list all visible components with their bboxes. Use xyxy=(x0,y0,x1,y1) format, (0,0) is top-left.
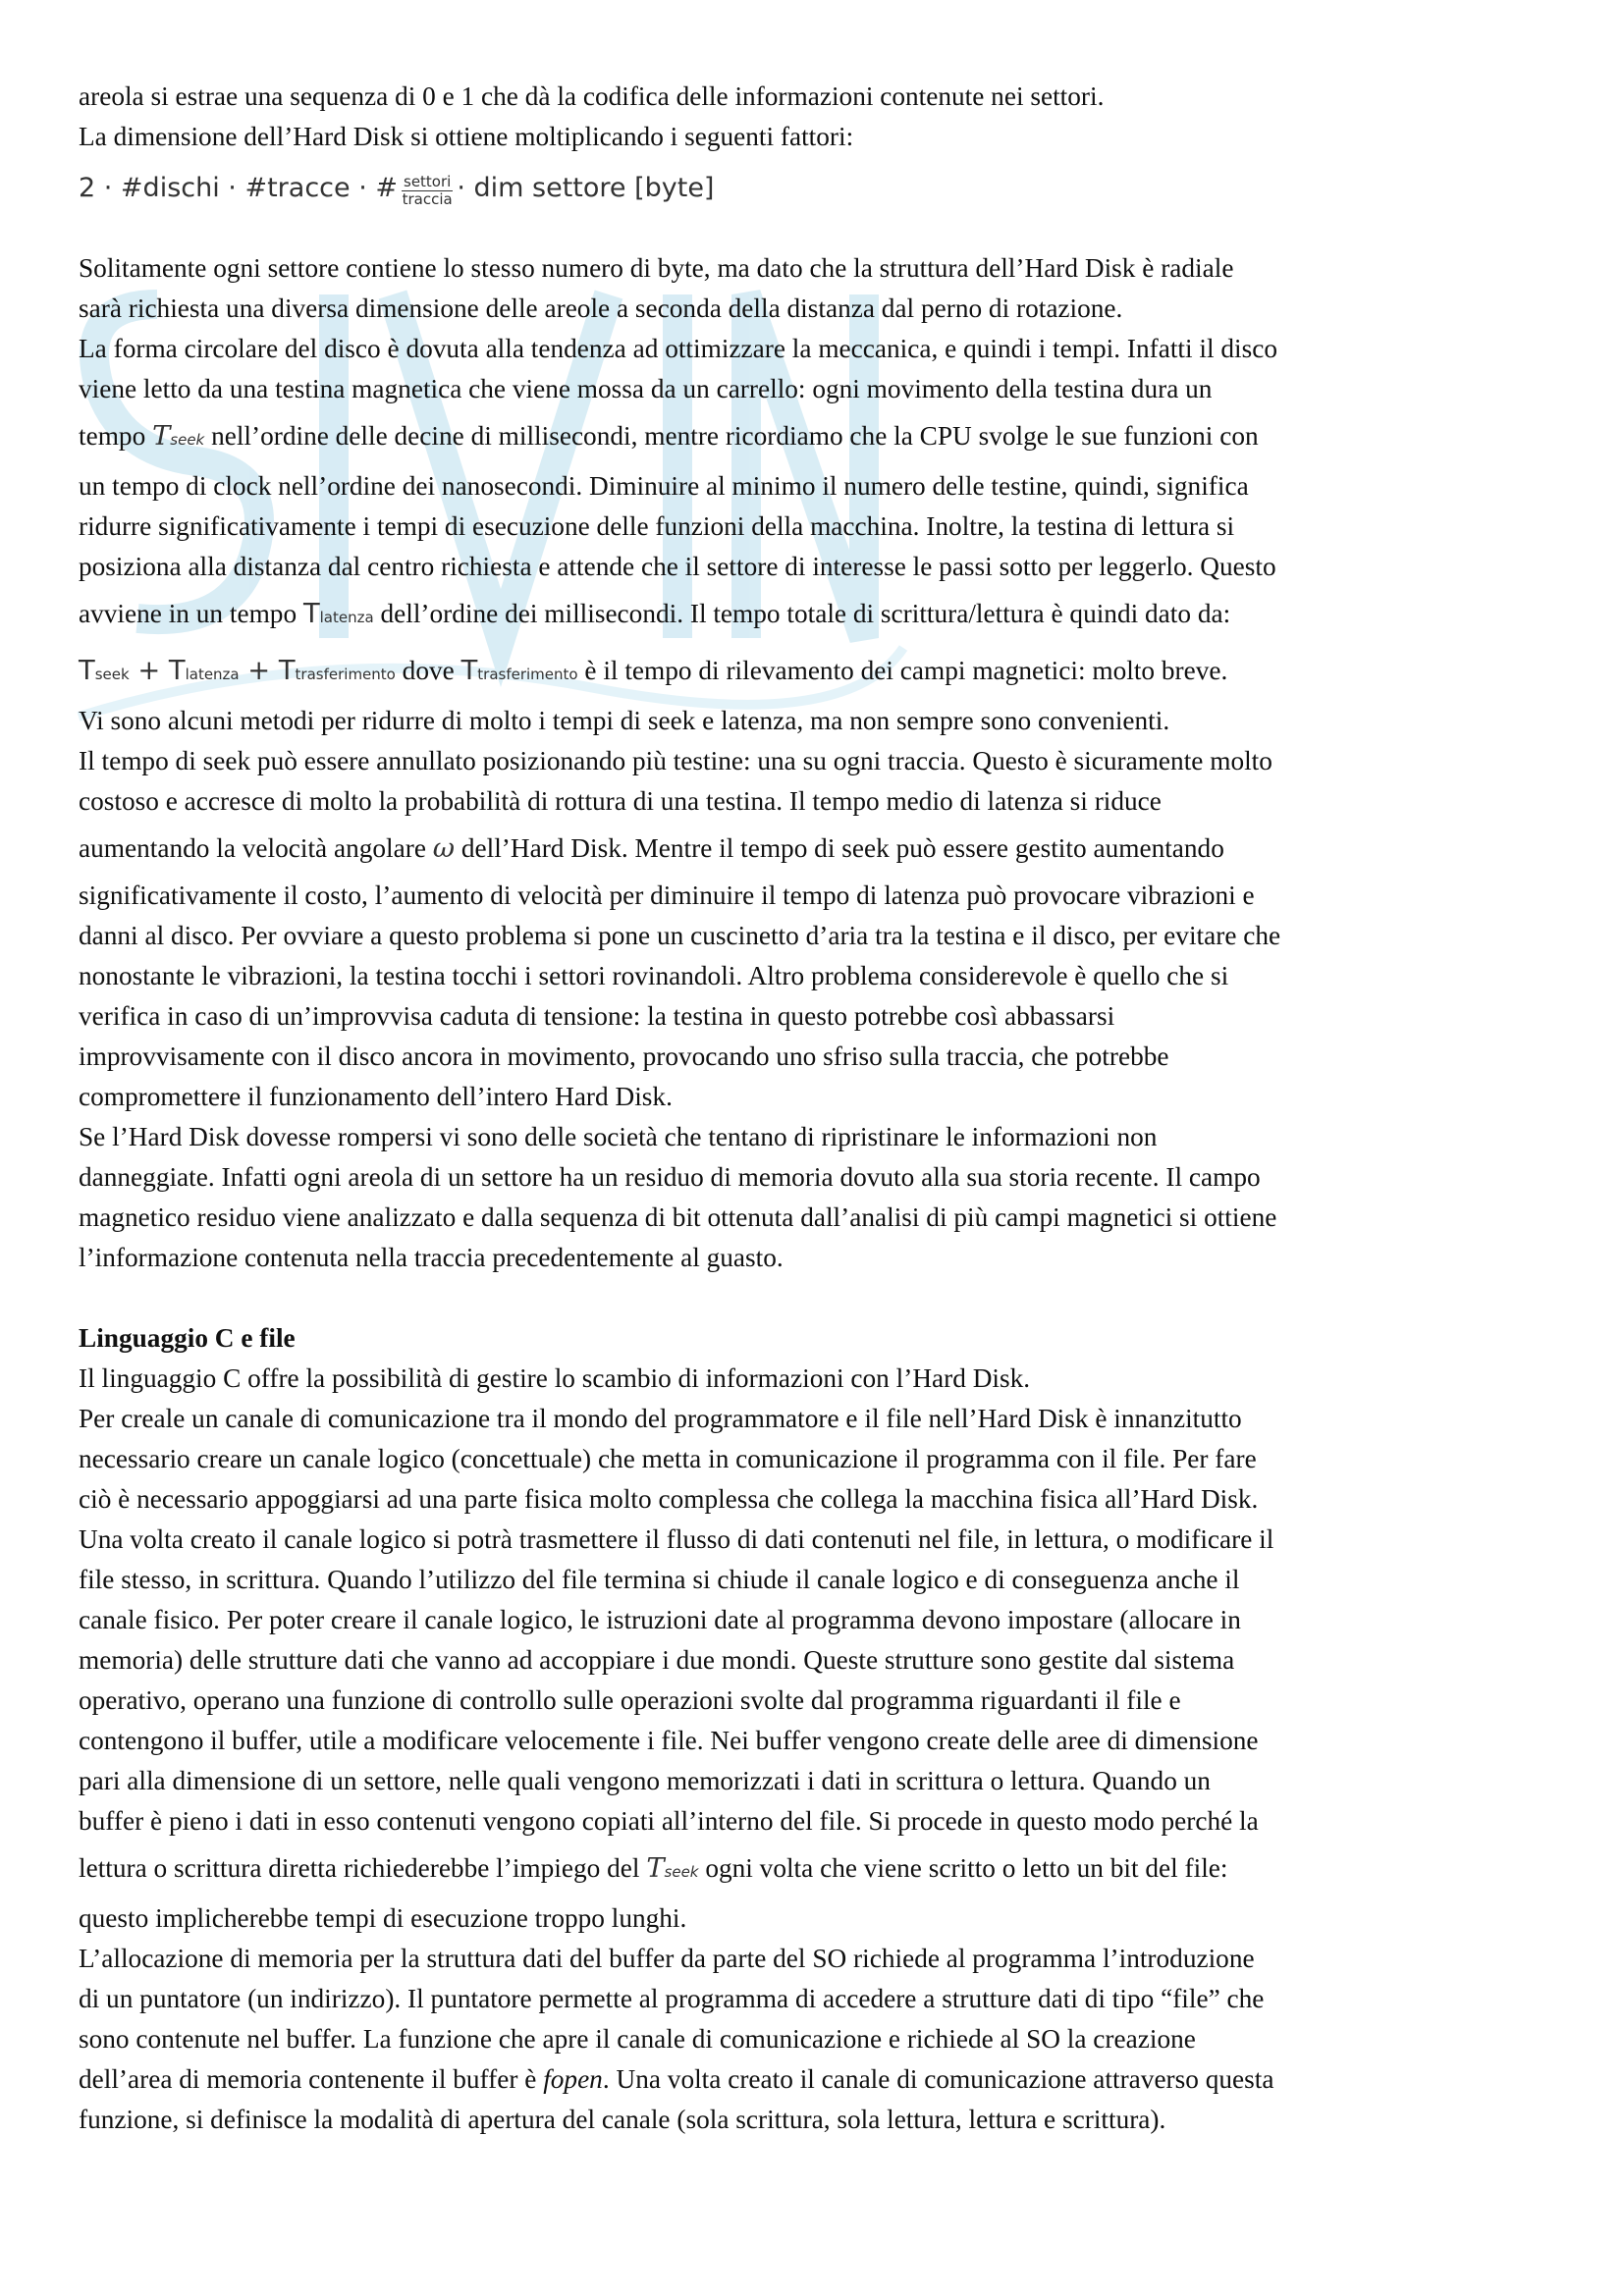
paragraph-line: significativamente il costo, l’aumento di velocità per diminuire il tempo di latenza può provocare vibrazioni e xyxy=(79,881,1255,910)
paragraph-line: improvvisamente con il disco ancora in movimento, provocando uno sfriso sulla traccia, che potrebbe xyxy=(79,1041,1169,1071)
fraction-denominator: traccia xyxy=(402,190,453,208)
paragraph-line-tseek: tempo Tseek nell’ordine delle decine di millisecondi, mentre ricordiamo che la CPU svolge le sue funzioni con xyxy=(79,421,1259,452)
paragraph-line: Il tempo di seek può essere annullato posizionando più testine: una su ogni traccia. Questo è sicuramente molto xyxy=(79,746,1272,775)
paragraph-line: Per creale un canale di comunicazione tra il mondo del programmatore e il file nell’Hard Disk è innanzitutto xyxy=(79,1404,1242,1433)
paragraph-line: Solitamente ogni settore contiene lo stesso numero di byte, ma dato che la struttura dell’Hard Disk è radiale xyxy=(79,253,1234,283)
paragraph-line: buffer è pieno i dati in esso contenuti vengono copiati all’interno del file. Si procede in questo modo perché la xyxy=(79,1806,1259,1836)
section-heading: Linguaggio C e file xyxy=(79,1323,296,1353)
paragraph-line: sono contenute nel buffer. La funzione che apre il canale di comunicazione e richiede al SO la creazione xyxy=(79,2024,1196,2054)
paragraph-line: file stesso, in scrittura. Quando l’utilizzo del file termina si chiude il canale logico e di conseguenza anche il xyxy=(79,1565,1240,1594)
paragraph-line-omega: aumentando la velocità angolare ω dell’Hard Disk. Mentre il tempo di seek può essere gestito aumentando xyxy=(79,833,1224,864)
paragraph-line: viene letto da una testina magnetica che viene mossa da un carrello: ogni movimento della testina dura un xyxy=(79,374,1213,403)
paragraph-line-fopen: dell’area di memoria contenente il buffer è fopen. Una volta creato il canale di comunicazione attraverso questa xyxy=(79,2064,1274,2094)
fraction-numerator: settori xyxy=(404,173,452,190)
paragraph-line: nonostante le vibrazioni, la testina tocchi i settori rovinandoli. Altro problema considerevole è quello che si xyxy=(79,961,1229,990)
fopen-function: fopen xyxy=(543,2064,603,2094)
spacer xyxy=(79,208,1551,248)
total-time-formula: Tseek + Tlatenza + Ttrasferimento xyxy=(79,656,396,686)
paragraph-line: operativo, operano una funzione di controllo sulle operazioni svolte dal programma riguardanti il file e xyxy=(79,1685,1181,1715)
paragraph-line: La dimensione dell’Hard Disk si ottiene moltiplicando i seguenti fattori: xyxy=(79,122,854,151)
paragraph-line: Se l’Hard Disk dovesse rompersi vi sono delle società che tentano di ripristinare le informazioni non xyxy=(79,1122,1158,1151)
paragraph-line: ciò è necessario appoggiarsi ad una parte fisica molto complessa che collega la macchina fisica all’Hard Disk. xyxy=(79,1484,1259,1514)
paragraph-line: l’informazione contenuta nella traccia precedentemente al guasto. xyxy=(79,1243,784,1272)
paragraph-line: posiziona alla distanza dal centro richiesta e attende che il settore di interesse le passi sotto per leggerlo. Questo xyxy=(79,552,1276,581)
paragraph-line: Il linguaggio C offre la possibilità di gestire lo scambio di informazioni con l’Hard Disk. xyxy=(79,1363,1031,1393)
paragraph-line: di un puntatore (un indirizzo). Il puntatore permette al programma di accedere a strutture dati di tipo “file” che xyxy=(79,1984,1265,2013)
paragraph-line: danni al disco. Per ovviare a questo problema si pone un cuscinetto d’aria tra la testina e il disco, per evitare che xyxy=(79,921,1281,950)
paragraph-line: danneggiate. Infatti ogni areola di un settore ha un residuo di memoria dovuto alla sua storia recente. Il campo xyxy=(79,1162,1261,1192)
paragraph-line: compromettere il funzionamento dell’intero Hard Disk. xyxy=(79,1082,673,1111)
paragraph-line-tseek-2: lettura o scrittura diretta richiederebbe l’impiego del Tseek ogni volta che viene scritto o letto un bit del file: xyxy=(79,1853,1228,1884)
paragraph-line: ridurre significativamente i tempi di esecuzione delle funzioni della macchina. Inoltre, la testina di lettura si xyxy=(79,511,1235,541)
paragraph-line: magnetico residuo viene analizzato e dalla sequenza di bit ottenuta dall’analisi di più campi magnetici si ottiene xyxy=(79,1202,1277,1232)
paragraph-line: necessario creare un canale logico (concettuale) che metta in comunicazione il programma con il file. Per fare xyxy=(79,1444,1257,1473)
paragraph-line: pari alla dimensione di un settore, nelle quali vengono memorizzati i dati in scrittura o lettura. Quando un xyxy=(79,1766,1211,1795)
paragraph-line-tlatenza: avviene in un tempo Tlatenza dell’ordine dei millisecondi. Il tempo totale di scrittura/lettura è quindi dato da: xyxy=(79,599,1231,629)
t-seek-symbol: Tseek xyxy=(646,1853,699,1884)
formula-start: 2 · #dischi · #tracce · # xyxy=(79,173,398,203)
paragraph-line: questo implicherebbe tempi di esecuzione troppo lunghi. xyxy=(79,1903,687,1933)
document-body xyxy=(79,77,1551,2140)
paragraph-line: funzione, si definisce la modalità di apertura del canale (sola scrittura, sola lettura, lettura e scrittura). xyxy=(79,2105,1166,2134)
disk-size-formula xyxy=(79,157,1551,208)
paragraph-line: canale fisico. Per poter creare il canale logico, le istruzioni date al programma devono impostare (allocare in xyxy=(79,1605,1241,1634)
t-seek-symbol: Tseek xyxy=(152,421,205,452)
paragraph-line: contengono il buffer, utile a modificare velocemente i file. Nei buffer vengono create delle aree di dimensione xyxy=(79,1726,1259,1755)
spacer xyxy=(79,1278,1551,1318)
omega-symbol: ω xyxy=(432,833,456,864)
paragraph-line: memoria) delle strutture dati che vanno ad accoppiare i due mondi. Queste strutture sono gestite dal sistema xyxy=(79,1645,1235,1675)
t-latenza-symbol: Tlatenza xyxy=(302,599,374,629)
paragraph-line: Vi sono alcuni metodi per ridurre di molto i tempi di seek e latenza, ma non sempre sono convenienti. xyxy=(79,706,1170,735)
formula-end: · dim settore [byte] xyxy=(457,173,715,203)
paragraph-line: un tempo di clock nell’ordine dei nanosecondi. Diminuire al minimo il numero delle testine, quindi, significa xyxy=(79,471,1249,501)
paragraph-line: Una volta creato il canale logico si potrà trasmettere il flusso di dati contenuti nel file, in lettura, o modificare il xyxy=(79,1524,1274,1554)
t-trasferimento-symbol: Ttrasferimento xyxy=(460,656,578,686)
paragraph-line: verifica in caso di un’improvvisa caduta di tensione: la testina in questo potrebbe così abbassarsi xyxy=(79,1001,1115,1031)
paragraph-line: sarà richiesta una diversa dimensione delle areole a seconda della distanza dal perno di rotazione. xyxy=(79,294,1123,323)
paragraph-line: costoso e accresce di molto la probabilità di rottura di una testina. Il tempo medio di latenza si riduce xyxy=(79,786,1162,816)
paragraph-line: areola si estrae una sequenza di 0 e 1 che dà la codifica delle informazioni contenute nei settori. xyxy=(79,81,1105,111)
paragraph-line: La forma circolare del disco è dovuta alla tendenza ad ottimizzare la meccanica, e quindi i tempi. Infatti il disco xyxy=(79,334,1278,363)
formula-fraction xyxy=(402,174,453,208)
paragraph-line: L’allocazione di memoria per la struttura dati del buffer da parte del SO richiede al programma l’introduzione xyxy=(79,1944,1255,1973)
paragraph-line-total-time: Tseek + Tlatenza + Ttrasferimento dove Ttrasferimento è il tempo di rilevamento dei campi magnetici: molto breve. xyxy=(79,656,1228,686)
